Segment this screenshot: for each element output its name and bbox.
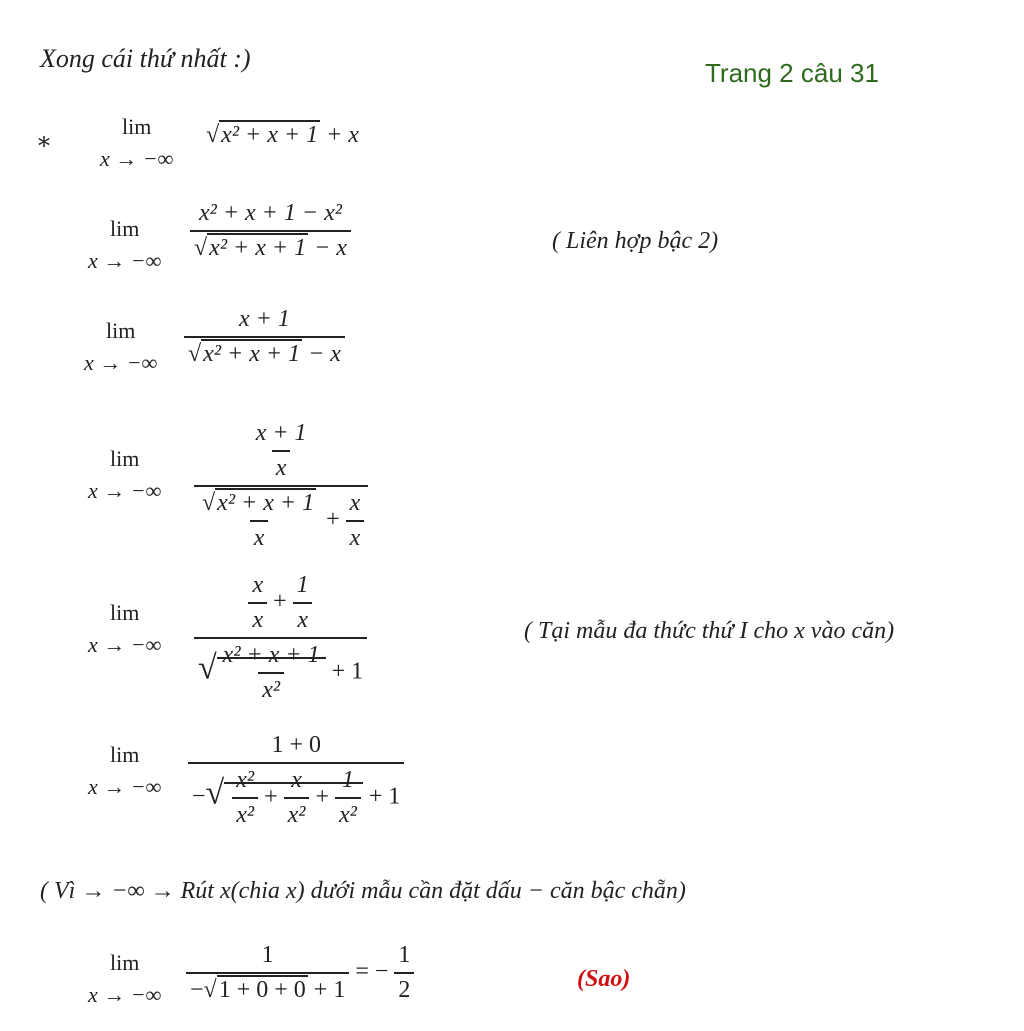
numerator: 1 + 0 [271,732,321,758]
inner-den: x [248,602,267,634]
numerator [244,572,316,637]
expr-2 [184,306,345,368]
lim-word: lim [109,950,140,975]
limit-2 [84,318,157,376]
note-substitute: ( Tại mẫu đa thức thứ I cho x vào căn) [524,618,895,644]
radicand: x² + x + 1 [209,235,307,261]
minus: − [190,977,204,1003]
plus: + [315,783,330,810]
result-den: 2 [394,972,414,1004]
inner-den: x [293,602,312,634]
expr-4 [194,572,367,704]
term-den: x² [232,797,258,829]
term-num: x [291,767,302,793]
inner-num: x [252,572,264,598]
numerator: x + 1 [239,306,290,332]
expr-0: √x² + x + 1 + x [206,122,359,148]
page-title: Xong cái thứ nhất :) [40,44,251,73]
expr-tail: + x [326,122,359,148]
lim-sub: x → −∞ [88,774,162,799]
note-conjugate: ( Liên hợp bậc 2) [552,228,719,254]
result-num: 1 [398,942,411,968]
inner-num: x [349,490,361,516]
denominator: −√1 + 0 + 0 + 1 [186,972,349,1004]
inner-den: x [346,520,365,552]
minus: − [192,783,206,810]
lim-word: lim [109,600,140,625]
lim-sub: x → −∞ [88,632,162,657]
expr-3 [194,420,368,552]
lim-word: lim [109,216,140,241]
inner-den: x [250,520,269,552]
expr-1 [190,200,351,262]
lim-sub: x → −∞ [100,146,174,171]
lim-word: lim [109,446,140,471]
den-tail: − x [308,341,341,367]
limit-0 [100,114,173,172]
lim-sub: x → −∞ [88,982,162,1007]
term-num: 1 [341,767,354,793]
term-den: x² [335,797,361,829]
radicand: 1 + 0 + 0 [218,977,306,1003]
bullet: * [38,132,50,160]
radicand: x² + x + 1 [217,490,315,516]
lim-sub: x → −∞ [88,248,162,273]
explanation: ( Vì → −∞ → Rút x(chia x) dưới mẫu cần đặt dấu − căn bậc chẵn) [40,878,686,904]
plus: + [273,588,287,615]
expr-5 [188,732,404,829]
numerator: x² + x + 1 − x² [198,200,342,226]
numerator [248,420,315,485]
inner-num: 1 [296,572,309,598]
limit-4 [88,600,161,658]
limit-5 [88,742,161,800]
den-tail: + 1 [331,658,364,685]
denominator: √x² + x + 1 − x [190,230,351,262]
lim-sub: x → −∞ [84,350,158,375]
limit-1 [88,216,161,274]
denominator: √x² + x + 1 − x [184,336,345,368]
lim-sub: x → −∞ [88,478,162,503]
denominator: $\frac{\text{√x² + x + 1}}{x}$ + $\frac{x}{x}$ [194,485,368,552]
equals: = − [355,958,389,985]
plus: + [326,506,340,533]
den-tail: − x [314,235,347,261]
radicand: x² + x + 1 [203,341,301,367]
denominator: √ $\frac{\text{x² + x + 1}}{\text{x²}}$ + 1 [194,637,367,704]
radicand-den: x² [258,672,284,704]
term-num: x² [236,767,255,793]
lim-word: lim [109,742,140,767]
denominator: −√ $\frac{\text{x²}}{\text{x²}}$ + $\frac{x}{\text{x²}}$ + $\frac{1}{\text{x²}}$ + 1 [188,762,404,829]
den-tail: + 1 [313,977,346,1003]
limit-3 [88,446,161,504]
inner-den: x [272,450,291,482]
note-wrong: (Sao) [577,966,631,992]
limit-6 [88,950,161,1008]
plus: + [264,783,278,810]
numerator: 1 [261,942,274,968]
den-tail: + 1 [368,783,401,810]
term-den: x² [284,797,310,829]
lim-word: lim [121,114,152,139]
lim-word: lim [105,318,136,343]
inner-num: x + 1 [255,420,307,446]
reference-label: Trang 2 câu 31 [705,58,879,88]
radicand: x² + x + 1 [221,122,319,148]
radicand-num: x² + x + 1 [222,642,320,668]
expr-6 [186,942,414,1004]
